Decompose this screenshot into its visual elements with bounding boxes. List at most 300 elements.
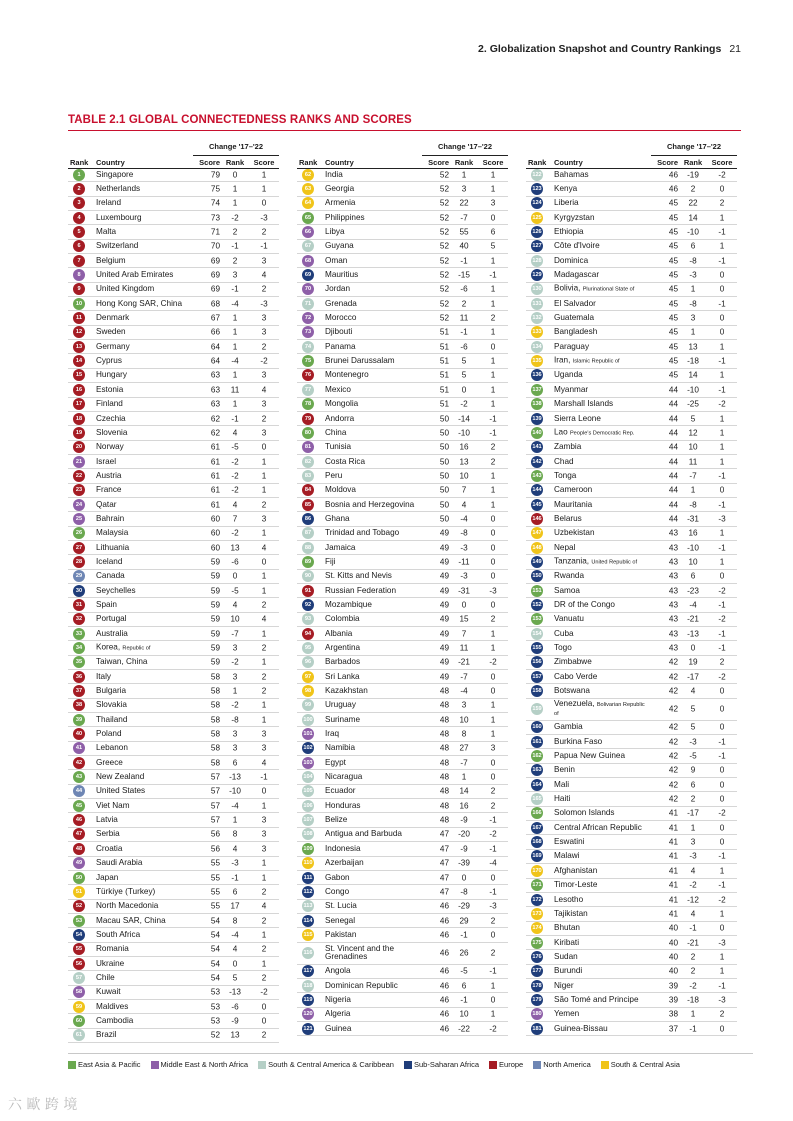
score-value: 61: [210, 457, 220, 467]
table-row: [68, 871, 279, 885]
score-value: 49: [439, 586, 449, 596]
rank-badge: 128: [531, 255, 543, 267]
table-row: [68, 1000, 279, 1014]
score-change-value: 1: [719, 241, 725, 251]
score-change-value: 1: [261, 858, 267, 868]
score-change-value: -2: [489, 829, 497, 839]
table-row: [526, 225, 737, 239]
country-name: [96, 271, 173, 279]
rank-badge: 12: [73, 326, 85, 338]
rank-badge: 155: [531, 642, 543, 654]
country-label: Libya: [325, 227, 345, 237]
rank-badge: 139: [531, 413, 543, 425]
score-value: 58: [210, 700, 220, 710]
rank-badge: 90: [302, 570, 314, 582]
country-name: [554, 687, 590, 695]
score-change-value: 1: [261, 700, 267, 710]
rank-badge: 121: [302, 1023, 314, 1035]
country-label: Ireland: [96, 198, 122, 208]
table-row: [297, 211, 508, 225]
country-label: Kuwait: [96, 987, 121, 997]
country-name: [96, 744, 128, 752]
rank-change-value: 10: [459, 471, 469, 481]
rank-badge: 113: [302, 900, 314, 912]
table-row: [68, 225, 279, 239]
table-row: [526, 936, 737, 950]
country-label: Spain: [96, 599, 117, 609]
country-name: [325, 917, 355, 925]
country-label: São Tomé and Principe: [554, 994, 639, 1004]
score-value: 58: [210, 715, 220, 725]
score-change-value: 0: [261, 198, 267, 208]
score-change-value: 2: [261, 973, 267, 983]
legend-swatch: [601, 1061, 609, 1069]
table-row: [297, 383, 508, 397]
table-row: [68, 326, 279, 340]
rank-badge: 3: [73, 197, 85, 209]
score-value: 48: [439, 786, 449, 796]
score-change-value: 1: [490, 500, 496, 510]
country-name: [96, 343, 130, 351]
score-value: 44: [668, 442, 678, 452]
rank-badge: 56: [73, 958, 85, 970]
score-change-value: 1: [261, 471, 267, 481]
rank-badge: 118: [302, 980, 314, 992]
country-name: [554, 1025, 608, 1033]
table-row: [526, 254, 737, 268]
score-change-value: 0: [490, 213, 496, 223]
score-value: 51: [439, 342, 449, 352]
country-label: Lao: [554, 427, 568, 437]
score-change-value: -1: [718, 751, 726, 761]
country-header: Country: [96, 158, 125, 167]
rank-change-value: 1: [690, 284, 696, 294]
table-row: [526, 721, 737, 735]
country-label: United States: [96, 786, 146, 796]
country-label: Belgium: [96, 255, 126, 265]
country-name: [96, 802, 130, 810]
rank-change-value: -10: [687, 385, 699, 395]
score-change-value: 1: [261, 801, 267, 811]
score-change-value: 1: [719, 952, 725, 962]
rank-badge: 64: [302, 197, 314, 209]
table-row: [526, 699, 737, 721]
country-name: [554, 428, 634, 437]
country-label: Nigeria: [325, 994, 351, 1004]
rank-badge: 43: [73, 771, 85, 783]
rank-badge: 135: [531, 355, 543, 367]
legend-item: [489, 1060, 523, 1069]
country-label: Netherlands: [96, 184, 141, 194]
score-value: 42: [668, 657, 678, 667]
table-row: [297, 914, 508, 928]
country-name: [96, 357, 122, 365]
score-change-value: 3: [261, 514, 267, 524]
country-label: Albania: [325, 628, 353, 638]
score-value: 45: [668, 270, 678, 280]
table-row: [526, 527, 737, 541]
rank-badge: 176: [531, 951, 543, 963]
country-label: Switzerland: [96, 241, 139, 251]
table-row: [297, 943, 508, 965]
rank-badge: 87: [302, 527, 314, 539]
rank-change-value: 11: [688, 457, 698, 467]
score-value: 48: [439, 772, 449, 782]
country-label: Cameroon: [554, 485, 593, 495]
rank-change-value: -1: [231, 873, 239, 883]
rank-change-value: 1: [690, 1009, 696, 1019]
table-row: [68, 311, 279, 325]
country-name: [325, 773, 362, 781]
score-value: 46: [439, 948, 449, 958]
rank-badge: 71: [302, 298, 314, 310]
rank-change-value: -6: [231, 557, 239, 567]
rank-badge: 68: [302, 255, 314, 267]
table-row: [297, 979, 508, 993]
country-name: [96, 529, 128, 537]
country-label: Pakistan: [325, 929, 357, 939]
table-row: [297, 770, 508, 784]
table-row: [526, 979, 737, 993]
country-name: [96, 314, 129, 322]
country-name: [96, 415, 126, 423]
rank-change-value: 5: [461, 370, 467, 380]
score-change-value: 1: [490, 184, 496, 194]
score-change-value: 1: [490, 356, 496, 366]
rank-change-value: -9: [460, 844, 468, 854]
score-value: 52: [210, 1030, 220, 1040]
country-label: Israel: [96, 456, 117, 466]
country-name: [325, 300, 357, 308]
country-label: Panama: [325, 341, 356, 351]
country-label: Costa Rica: [325, 456, 366, 466]
score-value: 40: [668, 952, 678, 962]
country-name: [96, 759, 123, 767]
country-label: United Kingdom: [96, 284, 155, 294]
country-name: [96, 730, 122, 738]
score-change-value: 4: [261, 270, 267, 280]
rank-change-value: -9: [460, 815, 468, 825]
score-change-value: 2: [261, 1030, 267, 1040]
country-label: Oman: [325, 255, 348, 265]
table-row: [526, 541, 737, 555]
table-row: [526, 369, 737, 383]
rank-badge: 45: [73, 800, 85, 812]
country-label: Peru: [325, 470, 343, 480]
country-name: [325, 415, 354, 423]
rank-badge: 8: [73, 269, 85, 281]
country-label: Seychelles: [96, 585, 136, 595]
table-row: [68, 756, 279, 770]
country-name: [325, 458, 365, 466]
country-label: North Macedonia: [96, 901, 159, 911]
country-name: [554, 809, 615, 817]
score-change-value: 0: [261, 557, 267, 567]
country-name: [554, 953, 578, 961]
country-label: Kenya: [554, 184, 578, 194]
country-label: Qatar: [96, 499, 117, 509]
country-name: [325, 1025, 351, 1033]
country-name: [96, 687, 126, 695]
rank-change-value: -1: [231, 414, 239, 424]
country-name: [554, 228, 584, 236]
score-change-value: 1: [490, 385, 496, 395]
country-label: Cabo Verde: [554, 671, 598, 681]
country-name: [325, 902, 357, 910]
country-name: [96, 931, 140, 939]
rank-change-value: -21: [458, 657, 470, 667]
table-row: [68, 799, 279, 813]
rank-change-value: -3: [231, 858, 239, 868]
score-change-value: 2: [490, 786, 496, 796]
rank-change-value: -7: [231, 629, 239, 639]
score-change-value: 2: [490, 801, 496, 811]
score-value: 45: [668, 327, 678, 337]
rank-badge: 94: [302, 628, 314, 640]
table-row: [297, 197, 508, 211]
country-label: Australia: [96, 628, 128, 638]
rank-change-value: 16: [459, 801, 469, 811]
score-value: 45: [668, 256, 678, 266]
country-label: Malaysia: [96, 528, 129, 538]
score-change-value: 4: [261, 758, 267, 768]
score-change-value: -3: [260, 299, 268, 309]
score-value: 41: [668, 866, 678, 876]
score-change-value: 1: [719, 557, 725, 567]
rank-change-value: 15: [459, 614, 469, 624]
rank-change-value: 3: [690, 837, 696, 847]
score-change-value: -1: [718, 227, 726, 237]
country-header: Country: [554, 158, 583, 167]
country-label: Niger: [554, 980, 574, 990]
country-name: [554, 795, 570, 803]
table-row: [68, 426, 279, 440]
rank-change-value: -14: [458, 414, 470, 424]
score-value: 50: [439, 414, 449, 424]
country-label: China: [325, 427, 347, 437]
country-label: Moldova: [325, 485, 356, 495]
score-value: 42: [668, 722, 678, 732]
country-name: [96, 429, 127, 437]
country-label: Bangladesh: [554, 327, 598, 337]
table-row: [68, 785, 279, 799]
score-change-value: 0: [719, 704, 725, 714]
rank-badge: 142: [531, 456, 543, 468]
rank-badge: 104: [302, 771, 314, 783]
rank-badge: 29: [73, 570, 85, 582]
rank-change-value: 2: [461, 299, 467, 309]
score-change-value: -3: [489, 901, 497, 911]
score-change-value: 1: [719, 428, 725, 438]
country-label: Argentina: [325, 643, 361, 653]
score-change-value: 0: [719, 571, 725, 581]
country-name: [554, 242, 600, 250]
score-value: 63: [210, 370, 220, 380]
country-name: [554, 658, 592, 666]
table-rows: [68, 168, 279, 1043]
country-name: [96, 300, 182, 308]
score-change-value: -2: [718, 895, 726, 905]
table-row: [297, 441, 508, 455]
table-row: [526, 821, 737, 835]
score-value: 58: [210, 743, 220, 753]
legend-swatch: [68, 1061, 76, 1069]
rank-badge: 78: [302, 398, 314, 410]
rank-badge: 136: [531, 369, 543, 381]
country-label: Vanuatu: [554, 614, 584, 624]
table-row: [297, 1022, 508, 1036]
rank-badge: 50: [73, 872, 85, 884]
section-title: 2. Globalization Snapshot and Country Rankings: [478, 43, 722, 55]
rank-change-value: 3: [232, 743, 238, 753]
score-value: 57: [210, 815, 220, 825]
country-name: [325, 630, 352, 638]
table-row: [68, 1014, 279, 1028]
rank-change-value: 10: [688, 442, 698, 452]
score-value: 41: [668, 851, 678, 861]
country-label: Tajikistan: [554, 908, 588, 918]
country-name: [96, 716, 127, 724]
score-value: 55: [210, 873, 220, 883]
country-label: Sierra Leone: [554, 413, 601, 423]
score-value: 69: [210, 284, 220, 294]
score-change-value: 0: [719, 1024, 725, 1034]
score-value: 52: [439, 284, 449, 294]
rank-badge: 39: [73, 714, 85, 726]
score-value: 54: [210, 930, 220, 940]
country-name: [96, 501, 116, 509]
country-label: Portugal: [96, 614, 127, 624]
country-label: Myanmar: [554, 384, 589, 394]
country-name: [325, 386, 351, 394]
score-change-value: -2: [260, 356, 268, 366]
score-change-value: -4: [489, 858, 497, 868]
score-change-value: 1: [490, 284, 496, 294]
score-value: 42: [668, 704, 678, 714]
rank-change-value: -19: [687, 170, 699, 180]
country-name: [554, 328, 597, 336]
rank-change-value: 10: [230, 614, 240, 624]
rank-change-value: -17: [687, 672, 699, 682]
score-value: 45: [668, 213, 678, 223]
rank-badge: 109: [302, 843, 314, 855]
country-name: [96, 701, 127, 709]
table-row: [297, 340, 508, 354]
country-label: Georgia: [325, 184, 355, 194]
score-value: 50: [439, 500, 449, 510]
table-row: [68, 498, 279, 512]
table-row: [526, 893, 737, 907]
table-row: [297, 713, 508, 727]
rank-change-value: 4: [690, 686, 696, 696]
country-label: Maldives: [96, 1001, 129, 1011]
rank-badge: 70: [302, 283, 314, 295]
score-value: 52: [439, 313, 449, 323]
change-header: Change '17–'22: [422, 142, 508, 156]
table-row: [68, 670, 279, 684]
rank-change-value: -5: [460, 966, 468, 976]
score-value: 44: [668, 500, 678, 510]
table-row: [68, 398, 279, 412]
table-row: [68, 527, 279, 541]
rank-change-value: -1: [460, 256, 468, 266]
table-row: [297, 641, 508, 655]
rank-change-value: -29: [458, 901, 470, 911]
country-label: New Zealand: [96, 772, 145, 782]
country-name: [554, 486, 592, 494]
legend-item: [533, 1060, 591, 1069]
score-change-value: 2: [261, 227, 267, 237]
rank-change-value: 6: [690, 780, 696, 790]
country-label: Cyprus: [96, 356, 122, 366]
rank-badge: 54: [73, 929, 85, 941]
table-row: [68, 900, 279, 914]
change-score-header: Score: [253, 158, 275, 167]
score-change-value: -1: [718, 643, 726, 653]
country-label: Germany: [96, 341, 130, 351]
score-change-value: 2: [490, 457, 496, 467]
score-change-value: -1: [489, 270, 497, 280]
score-change-value: 3: [490, 743, 496, 753]
country-label: Tanzania,: [554, 556, 590, 566]
rank-header: Rank: [299, 158, 318, 167]
country-label: Namibia: [325, 743, 356, 753]
rank-change-value: -13: [687, 629, 699, 639]
rank-change-value: 22: [459, 198, 469, 208]
score-change-value: -2: [718, 808, 726, 818]
score-value: 46: [439, 966, 449, 976]
table-row: [297, 900, 508, 914]
table-row: [68, 842, 279, 856]
table-row: [68, 656, 279, 670]
country-name: [554, 314, 594, 322]
score-value: 41: [668, 837, 678, 847]
score-change-value: -1: [260, 241, 268, 251]
country-qualifier: Plurinational State of: [582, 286, 635, 293]
country-name: [325, 996, 351, 1004]
table-row: [526, 792, 737, 806]
table-row: [297, 993, 508, 1007]
rank-change-value: 1: [690, 485, 696, 495]
score-value: 51: [439, 399, 449, 409]
rank-badge: 89: [302, 556, 314, 568]
country-header: Country: [325, 158, 354, 167]
score-change-value: 2: [490, 916, 496, 926]
score-value: 42: [668, 751, 678, 761]
table-row: [68, 340, 279, 354]
country-label: Fiji: [325, 556, 336, 566]
score-value: 41: [668, 880, 678, 890]
rank-change-value: -2: [231, 657, 239, 667]
score-change-value: 1: [490, 700, 496, 710]
table-row: [526, 778, 737, 792]
score-header: Score: [199, 158, 220, 167]
country-name: [96, 960, 124, 968]
country-label: Antigua and Barbuda: [325, 829, 402, 839]
score-change-value: 2: [490, 948, 496, 958]
rank-change-value: -5: [231, 586, 239, 596]
table-row: [68, 928, 279, 942]
rank-badge: 65: [302, 212, 314, 224]
rank-badge: 179: [531, 994, 543, 1006]
score-change-value: 0: [490, 342, 496, 352]
table-row: [526, 1008, 737, 1022]
rank-change-value: 14: [688, 213, 698, 223]
table-rows: [526, 168, 737, 1036]
score-value: 43: [668, 586, 678, 596]
table-row: [297, 627, 508, 641]
score-change-value: 3: [261, 815, 267, 825]
